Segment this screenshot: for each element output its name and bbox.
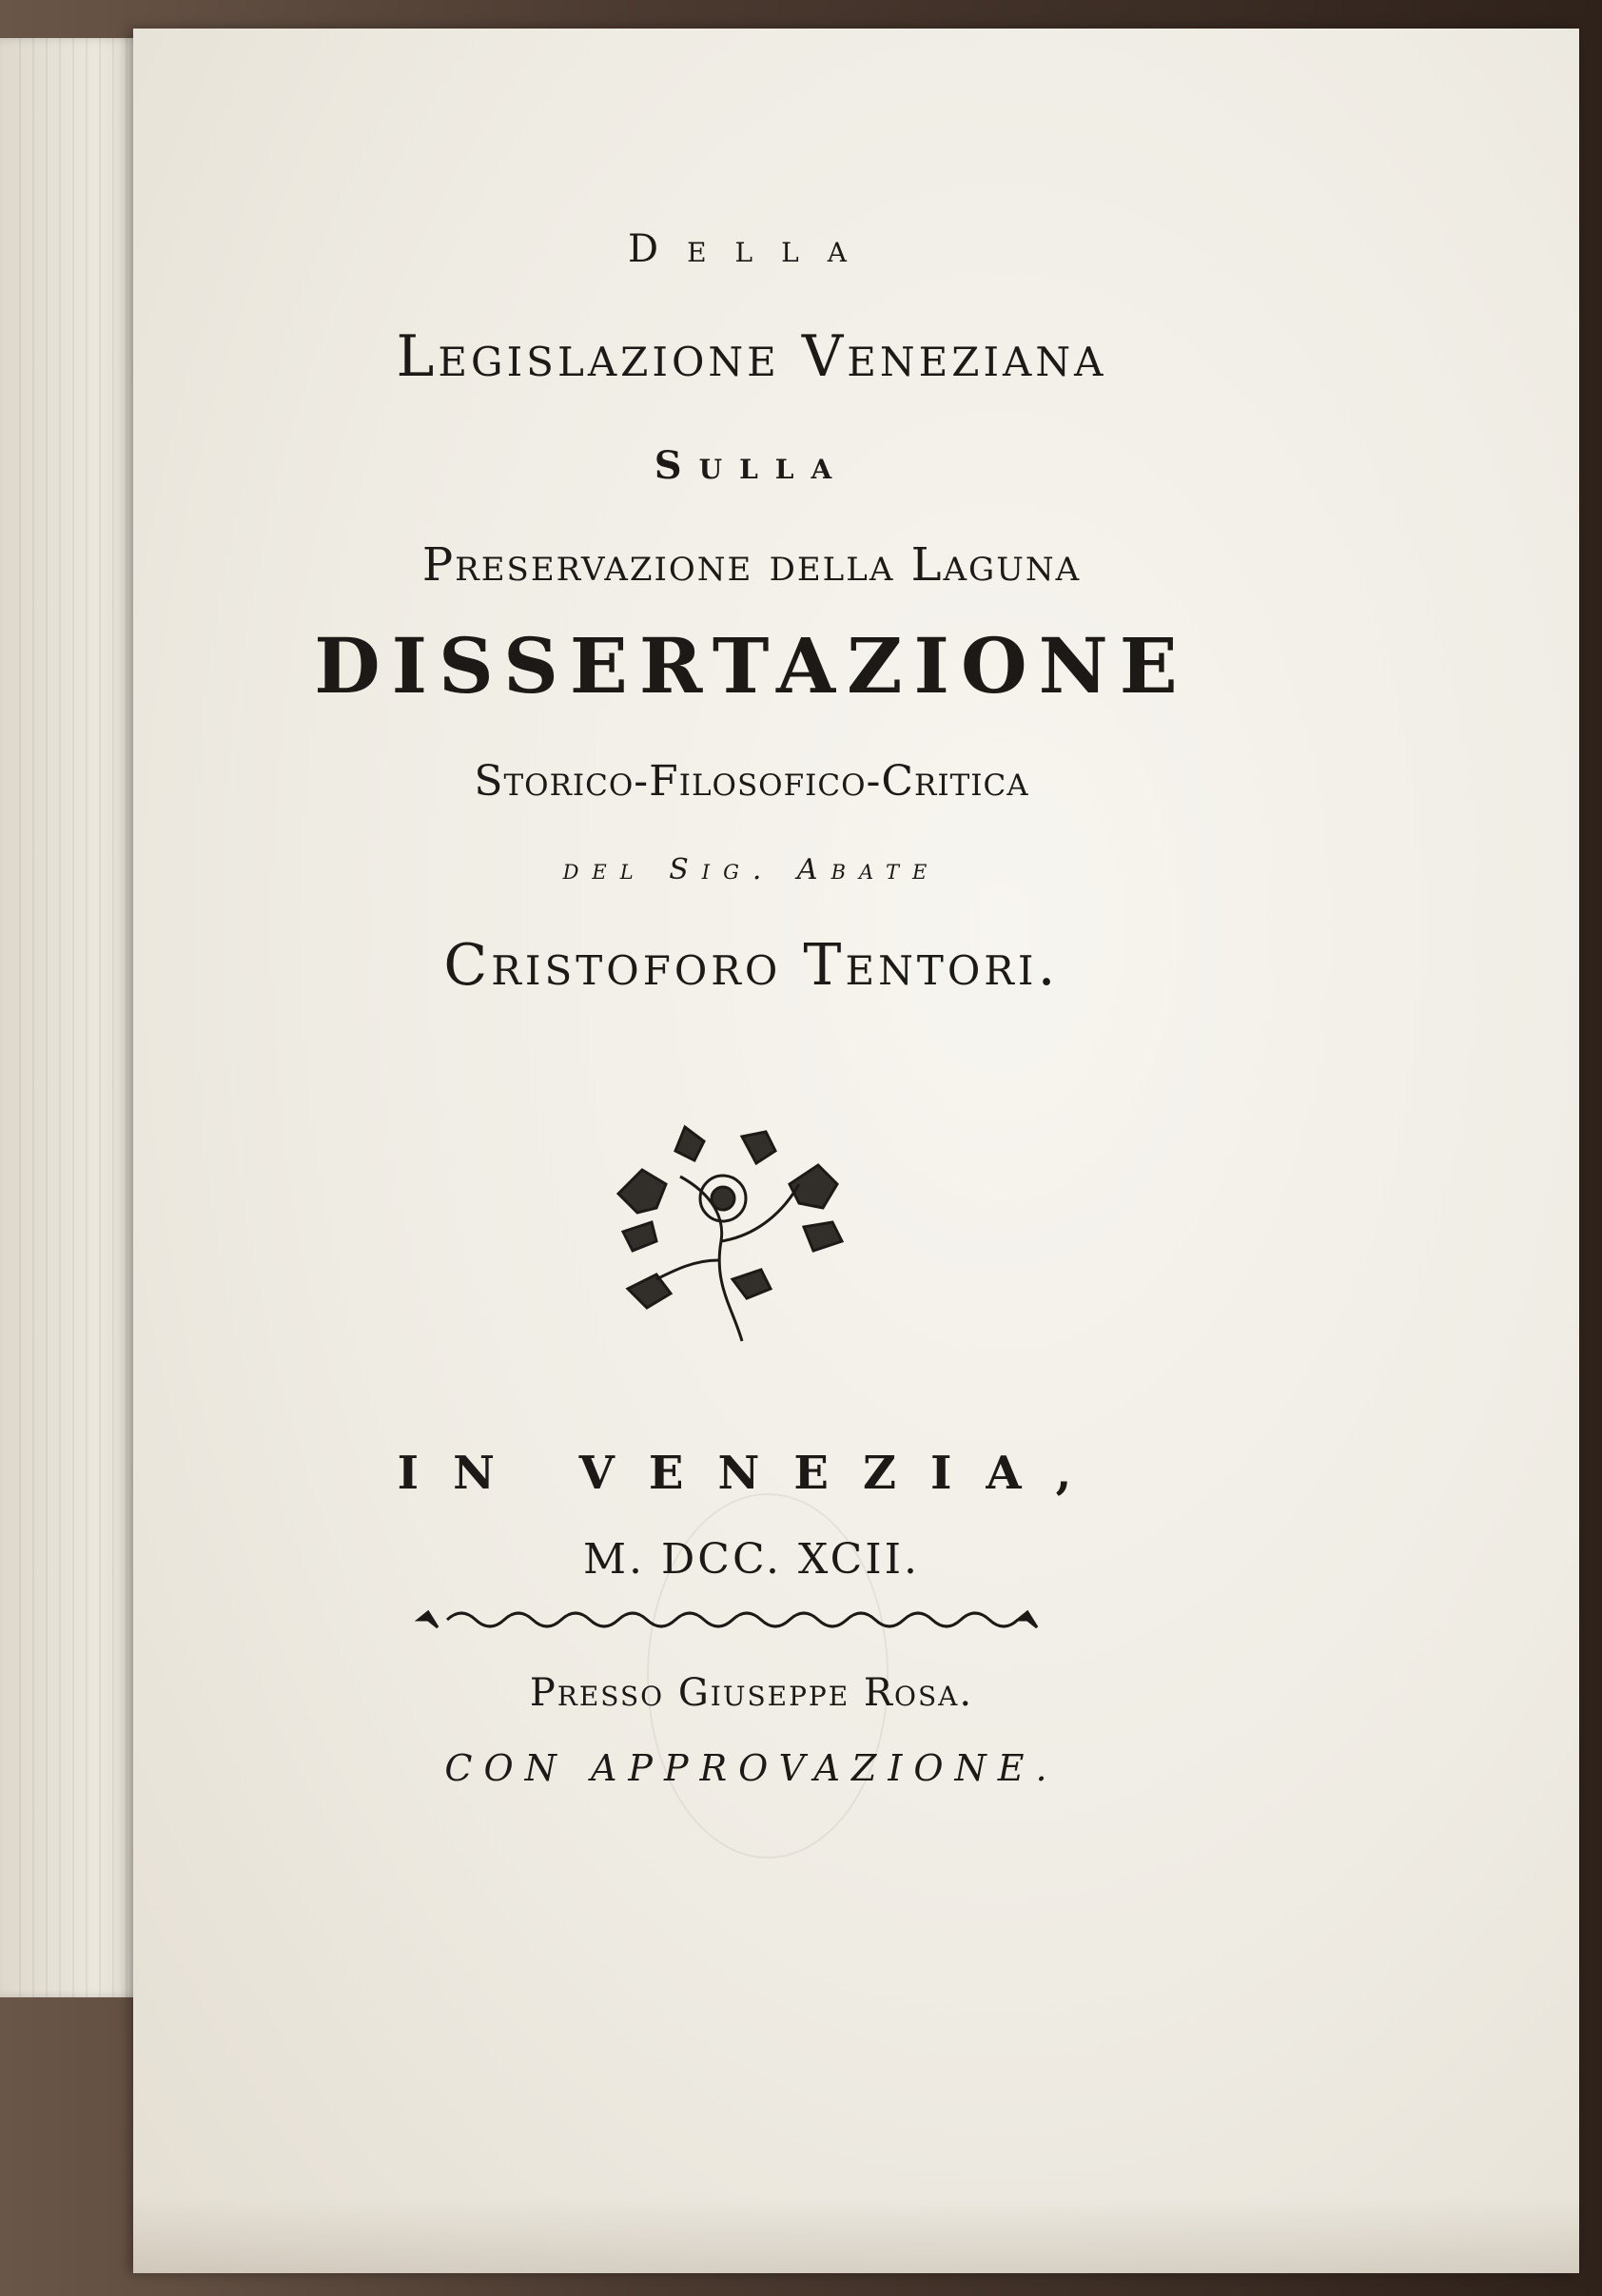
printer-line: Presso Giuseppe Rosa. <box>529 1671 974 1715</box>
floral-sprig-icon <box>599 1118 856 1346</box>
title-line-legislazione: Legislazione Veneziana <box>396 323 1107 390</box>
title-line-sulla: Sulla <box>654 443 850 488</box>
title-line-della: Della <box>628 227 875 271</box>
title-line-dissertazione: DISSERTAZIONE <box>314 621 1189 710</box>
place-line: IN VENEZIA, <box>397 1447 1106 1500</box>
year-line: M. DCC. XCII. <box>582 1535 920 1584</box>
author-prefix: del Sig. Abate <box>562 853 941 886</box>
subtitle-line: Storico-Filosofico-Critica <box>474 757 1029 806</box>
decorative-rule-icon <box>409 1607 1046 1632</box>
approval-line: CON APPROVAZIONE. <box>444 1747 1059 1789</box>
author-name: Cristoforo Tentori. <box>443 932 1060 999</box>
title-line-preservazione: Preservazione della Laguna <box>421 538 1082 592</box>
